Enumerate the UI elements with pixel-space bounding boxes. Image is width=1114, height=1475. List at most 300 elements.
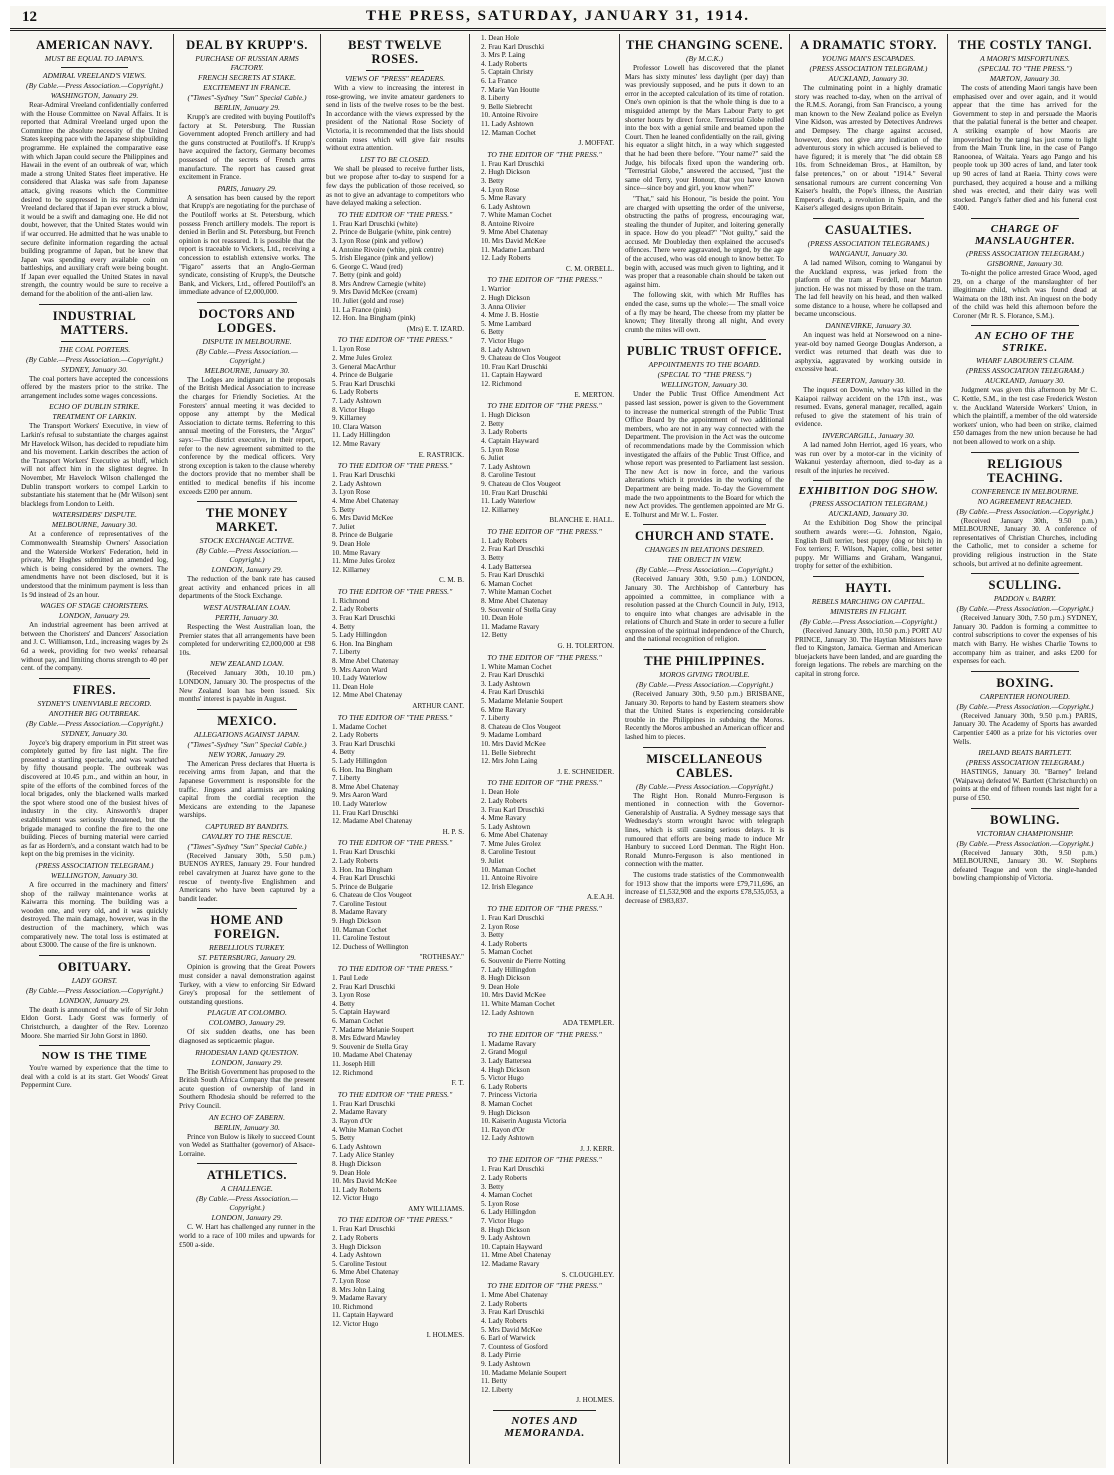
list-item: 5. Betty [332,1134,355,1143]
dateline: LONDON, January 29. [211,565,283,575]
list-item: 4. Betty [332,622,355,631]
headline: MISCELLANEOUS CABLES. [646,751,763,780]
article-body: The inquest on Downie, who was killed in the Kaiapoi railway accident on the 17th inst., was resumed. Evans, general manager, recalled, again refused to give the statement of his train of evidence. [795,386,942,429]
rose-list [475,285,614,388]
letter-heading: TO THE EDITOR OF "THE PRESS." [487,149,602,159]
cable-credit: (PRESS ASSOCIATION TELEGRAM.) [35,861,154,870]
signature: S. CLOUGHLEY. [561,1270,614,1279]
rose-list [475,1291,614,1394]
cable-credit: (By Cable.—Press Association.—Copyright.) [956,838,1094,848]
dateline: BERLIN, January 30. [214,1122,280,1132]
subheading: PLAGUE AT COLOMBO. [207,1008,287,1018]
list-item: 9. Mrs Aaron Ward [332,791,388,800]
list-item: 6. Hon. Ina Bingham [332,765,393,774]
subheading: REBELS MARCHING ON CAPITAL. [811,596,926,606]
subheading: WEST AUSTRALIAN LOAN. [203,602,291,612]
list-item: 7. Marie Van Houtte [481,85,540,94]
list-item: 11. Rayon d'Or [481,1125,525,1134]
list-item: 10. Kaiserin Augusta Victoria [481,1117,567,1126]
list-item: 11. Lady Roberts [332,1185,382,1194]
divider [971,573,1079,574]
list-item: 1. Frau Karl Druschki [332,1099,396,1108]
list-item: 8. Mme Abel Chatenay [332,657,399,666]
list-item: 4. Mme Abel Chatenay [332,496,399,505]
list-item: 8. Maman Cochet [481,1099,533,1108]
list-item: 1. Frau Karl Druschki [481,1165,545,1174]
headline: AN ECHO OF THE STRIKE. [975,330,1075,355]
column-4 [470,34,620,1464]
list-item: 5. Mme Lambard [481,319,532,328]
list-item: 1. Madame Ravary [481,1039,536,1048]
dateline: MELBOURNE, January 30. [204,365,290,375]
letter-heading: TO THE EDITOR OF "THE PRESS." [337,838,453,848]
list-item: 5. Lyon Rose [481,445,520,454]
subheading: ALLEGATIONS AGAINST JAPAN. [194,729,300,739]
signature: ADA TEMPLER. [562,1019,614,1028]
dateline: MARTON, January 30. [989,74,1061,83]
dateline: AUCKLAND, January 30. [828,74,909,83]
subheading: LADY GORST. [71,975,118,985]
list-item: 6. Betty [481,328,504,337]
signature: BLANCHE E. HALL. [549,516,614,525]
cable-credit: ("Times"-Sydney "Sun" Special Cable.) [187,93,307,102]
list-item: 12. Lady Roberts [481,254,531,263]
list-item: 2. Lady Roberts [332,605,379,614]
article-body: Professor Lowell has discovered that the planet Mars has sixty minutes' less daylight (per day) than was previously supposed, and he puts it down to an error in the accepted calculation of its time of rotation. One's own opinion is that the whole thing is due to a misguided attempt by the Mars Labour Party to get shorter hours by direct force. Terrestrial Globe rolled into the box with a genial smile and beamed upon the Court. Then he leaned confidentially on the rail, giving his equator a slight hitch, in a way which suggested that he had been there before. "Your name?" said the Judge, his bifocals fixed upon the wandering orb. "Terrestrial Globe," answered the accused, "just the same old Terry, your Honour, that you have known since—since boy and girl, you know when?" [625,64,784,193]
article-body: (Received January 30th, 9.50 p.m.) PARIS, January 30. The Academy of Sports has awarded Carpentier £400 as a prize for his victories over Wells. [953,711,1097,746]
list-item: 1. Warrior [481,285,511,294]
list-item: 4. Lady Battersea [481,562,532,571]
list-item: 4. Frau Karl Druschki [332,874,396,883]
list-item: 5. Captain Christy [481,68,534,77]
subheading: PADDON v. BARRY. [993,594,1057,604]
list-item: 12. Duchess of Wellington [332,942,409,951]
dateline: LONDON, January 29. [59,611,130,621]
headline: INDUSTRIAL MATTERS. [52,308,137,337]
list-item: 5. Frau Karl Druschki [481,571,545,580]
letter-heading: TO THE EDITOR OF "THE PRESS." [337,712,453,722]
rose-list [475,663,614,766]
subheading: PURCHASE OF RUSSIAN ARMS FACTORY. [195,54,299,72]
article-body: With a view to increasing the interest in rose-growing, we invite amateur gardeners to send in lists of the twelve roses to be the best. In accordance with the views expressed by the president of the National Rose Society of Victoria, it is recommended that the lists should contain roses which will give fair results without extra attention. [326,84,464,153]
list-item: 8. Chateau de Clos Vougeot [481,722,561,731]
list-item: 9. Dean Hole [481,982,520,991]
article-body: Joyce's big drapery emporium in Pitt street was completely gutted by fire last night. The fire presented a startling spectacle, and was watched by fifty thousand people. The outbreak was discovered at 10.45 p.m., and within an hour, in spite of the efforts of the combined forces of the local brigades, only the blackened walls marked the spot where stood one of the busiest hives of industry in the city. Ainsworth's draper establishment was seriously threatened, but the brigade managed to confine the fire to the one building. Pieces of burning material were carried as far as Hordern's, and a constant watch had to be kept on the big premises in the vicinity. [21,738,168,859]
subheading: FRENCH SECRETS AT STAKE. [197,73,297,82]
list-item: 9. Chateau de Clos Vougeot [481,354,561,363]
list-item: 4. Betty [332,999,355,1008]
byline: (By M.C.K.) [685,54,724,63]
list-item: 4. Lady Roberts [481,1316,528,1325]
article-body: The Right Hon. Ronald Munro-Ferguson is mentioned in connection with the Governor-Generalship of Australia. A Sydney message says that Wednesday's storm wrought havoc with telegraph lines, which is still causing serious delays. It is rumoured that efforts are being made to induce Mr Hanbury to succeed Lord Denman. The Right Hon. Ronald Munro-Ferguson is also mentioned in connection with the matter. [625,791,784,869]
headline: HOME AND FOREIGN. [210,913,284,942]
list-item: 3. Hugh Dickson [332,1242,381,1251]
cable-credit: (By Cable.—Press Association.—Copyright.) [636,565,773,575]
list-item: 5. Lady Hillingdon [332,631,387,640]
letter-heading: TO THE EDITOR OF "THE PRESS." [487,904,602,914]
subheading: CONFERENCE IN MELBOURNE. [971,486,1079,496]
divider [39,678,150,679]
article-body: You're warned by experience that the time to deal with a cold is at its start. Get Woods' Great Peppermint Cure. [21,1064,168,1090]
subheading: TREATMENT OF LARKIN. [52,412,137,422]
list-item: 2. Betty [481,419,504,428]
article-body: The customs trade statistics of the Commonwealth for 1913 show that the imports were £79,711,696, an increase of £1,532,908 and the exports £78,535,053, a decrease of £983,837. [625,870,784,905]
list-item: 3. General MacArthur [332,362,396,371]
subheading: EXCITEMENT IN FRANCE. [203,83,291,92]
cable-credit: (By Cable.—Press Association.—Copyright.) [956,701,1094,711]
list-item: 8. Victor Hugo [332,405,375,414]
signature: ARTHUR CANT. [412,702,464,710]
cable-credit: (PRESS ASSOCIATION TELEGRAM.) [966,248,1084,258]
rose-list [475,34,614,137]
list-item: 11. Mme Abel Chatenay [481,1251,551,1260]
list-item: 3. Lyon Rose (pink and yellow) [332,236,424,245]
headline: NOW IS THE TIME [41,1050,148,1063]
list-item: 3. Betty [481,1182,504,1191]
subheading: MOROS GIVING TROUBLE. [659,670,750,680]
column-3 [321,34,470,1464]
list-item: 10. Lady Waterlow [332,799,387,808]
cable-credit: (By Cable.—Press Association.—Copyright.) [196,546,298,565]
list-item: 6. La France [481,76,518,85]
list-item: 12. Killarney [481,505,519,514]
article-body: The American Press declares that Huerta is receiving arms from Japan, and that the Japanese Government is responsible for the traffic. Jingoes and alarmists are making capital from the cordial reception the Mexicans are extending to the Japanese warships. [179,759,315,820]
letter-heading: TO THE EDITOR OF "THE PRESS." [487,275,602,285]
list-item: 9. Belle Siebrecht [481,102,533,111]
subheading: THE COAL PORTERS. [58,344,131,354]
list-item: 3. Rayon d'Or [332,1116,373,1125]
list-item: 1. Mme Abel Chatenay [481,1291,548,1300]
list-item: 12. Liberty [481,1385,513,1394]
article-body: The Lodges are indignant at the proposals of the British Medical Association to increase the charges for Friendly Societies. At the Foresters' annual meeting it was decided to oppose any attempt by the Medical Association to dictate terms. Referring to this annual meeting of the Foresters, the "Argus" says:—The district executive, in their report, refer to the new agreement submitted to the conference by the medical officers. Very strong exception is taken to the clause whereby the doctors provide that no member shall be entitled to medical benefits if his income exceeds £200 per annum. [179,375,315,496]
list-item: 5. Irish Elegance (pink and yellow) [332,254,434,263]
list-item: 10. Mrs David McKee [481,991,546,1000]
cable-credit: (By Cable.—Press Association.—Copyright.) [26,985,163,995]
list-item: 10. Dean Hole [481,614,523,623]
dateline: WELLINGTON, January 30. [660,380,749,390]
list-item: 12. Lady Ashtown [481,1008,534,1017]
article-body: The Transport Workers' Executive, in view of Larkin's refusal to substantiate the charges against Mr Havelock Wilson, has decided to repudiate him and his movement. Larkin describes the action of the Transport Workers' Executive as bluff, which will not affect him in the slightest degree. In November, Mr Havelock Wilson challenged the Dublin transport workers to compel Larkin to substantiate his statement that he (Mr Wilson) sent blacklegs from London to Leith. [21,422,168,508]
list-item: 9. Madame Ravary [332,1294,387,1303]
article-body: An industrial agreement has been arrived at between the Choristers' and Dancers' Association and J. C. Williamson, Ltd., increasing wages by 2s 6d a week, providing for two weeks' rehearsal without pay, and limiting chorus strength to 40 per cent. of the company. [21,621,168,673]
divider [971,218,1079,219]
subheading: APPOINTMENTS TO THE BOARD. [648,360,761,370]
list-item: 2. Lady Roberts [481,1174,528,1183]
letter-heading: TO THE EDITOR OF "THE PRESS." [337,1089,453,1099]
dateline: SYDNEY, January 30. [61,728,128,738]
list-item: 11. Belle Siebrecht [481,748,536,757]
list-item: 4. Betty [332,748,355,757]
list-item: 12. Betty [481,631,508,640]
list-item: 3. Frau Karl Druschki [332,614,396,623]
article-body: Opinion is growing that the Great Powers must consider a naval demonstration against Turkey, with a view to enforcing Sir Edward Grey's proposal for the settlement of outstanding questions. [179,963,315,1006]
list-item: 4. Maman Cochet [481,1191,533,1200]
list-item: 1. Frau Karl Druschki (white) [332,219,418,228]
letter-heading: TO THE EDITOR OF "THE PRESS." [487,1029,602,1039]
headline: BOXING. [996,675,1054,690]
letter-heading: TO THE EDITOR OF "THE PRESS." [337,209,453,219]
list-item: 12. Madame Abel Chatenay [332,817,413,826]
letter-heading: TO THE EDITOR OF "THE PRESS." [487,652,602,662]
list-item: 9. Killarney [332,414,367,423]
cable-credit: (By Cable.—Press Association.—Copyright.) [636,781,773,791]
list-item: 10. Mrs David McKee [481,237,546,246]
list-item: 8. Mme Abel Chatenay [332,782,399,791]
dateline: AUCKLAND, January 30. [828,509,909,519]
list-item: 6. Lady Hillingdon [481,1208,536,1217]
cable-credit: (PRESS ASSOCIATION TELEGRAM.) [809,499,928,509]
list-item: 1. Frau Karl Druschki [332,848,396,857]
subheading: RHODESIAN LAND QUESTION. [195,1047,299,1057]
list-item: 11. Dean Hole [332,682,374,691]
list-item: 11. Lady Ashtown [481,119,534,128]
article-body: An inquest was held at Norsewood on a nine-year-old boy named George Douglas Anderson, a verdict was returned that death was due to asphyxia, aggravated by working outside in excessive heat. [795,331,942,374]
list-item: 5. Captain Hayward [332,1008,390,1017]
list-item: 10. Mrs David McKee [332,1177,397,1186]
dateline: GISBORNE, January 30. [986,258,1064,268]
list-item: 8. Hugh Dickson [481,1225,530,1234]
list-item: 7. Princess Victoria [481,1091,537,1100]
dateline: LONDON, January 29. [59,995,130,1005]
list-item: 12. Victor Hugo [332,1194,379,1203]
list-item: 7. Lady Alice Stanley [332,1151,395,1160]
rose-list [475,160,614,263]
subheading: CAVALRY TO THE RESCUE. [201,831,293,841]
list-item: 3. Lady Battersea [481,1056,532,1065]
list-item: 12. Richmond [332,1068,373,1077]
signature: C. M. ORBELL. [565,264,614,273]
article-body: HASTINGS, January 30. "Barney" Ireland (Waipawa) defeated W. Bartlett (Christchurch) on points at the end of fifteen rounds last night for a purse of £50. [953,768,1097,802]
list-item: 12. Maman Cochet [481,128,536,137]
letter-heading: TO THE EDITOR OF "THE PRESS." [337,586,453,596]
list-item: 2. Madame Ravary [332,1108,387,1117]
list-item: 2. Frau Karl Druschki [332,982,396,991]
cable-credit: (By Cable.—Press Association.—Copyright.) [196,346,298,365]
rose-list [326,471,464,574]
list-item: 4. Antoine Rivoire (white, pink centre) [332,245,444,254]
list-item: 1. Richmond [332,596,370,605]
divider [643,747,766,748]
signature: G. H. TOLERTON. [557,642,614,650]
article-body: Judgment was given this afternoon by Mr C. C. Kettle, S.M., in the test case Frederick Weston v. the Auckland Waterside Workers' Union, in which the plaintiff, a member of the old waterside workers' union, who had been on strike, claimed £50 damages from the new union because he had not been allowed to work on a ship. [953,386,1097,447]
signature: E. RASTRICK. [418,450,464,459]
headline: A DRAMATIC STORY. [800,38,937,52]
list-item: 8. Hugh Dickson [332,1159,381,1168]
list-item: 12. Madame Ravary [481,1260,540,1268]
cable-credit: (By Cable.—Press Association.—Copyright.) [26,354,163,364]
list-item: 7. Victor Hugo [481,337,524,345]
list-item: 2. Grand Mogul [481,1048,528,1057]
headline: CASUALTIES. [824,222,913,237]
list-item: 10. Frau Karl Druschki [481,488,548,497]
column-6 [790,34,948,1464]
signature: AMY WILLIAMS. [408,1204,464,1213]
subheading: ECHO OF DUBLIN STRIKE. [49,402,140,412]
article-body: (Received January 30th, 9.50 p.m.) LONDON, January 30. The Archbishop of Canterbury has appointed a committee, in compliance with a resolution passed at the Church Council in July, 1913, to enquire into what changes are advisable in the relations of Church and State in order to secure a fuller expression of the spiritual independence of the Church, and the national recognition of religion. [625,575,784,644]
list-item: 1. Madame Cochet [332,722,387,731]
rose-list [326,848,464,951]
subheading: STOCK EXCHANGE ACTIVE. [199,536,295,546]
list-item: 8. Madame Ravary [332,908,387,917]
list-item: 11. Antoine Rivoire [481,874,538,883]
letter-heading: TO THE EDITOR OF "THE PRESS." [487,1281,602,1291]
list-item: 9. Dean Hole [332,1168,371,1177]
article-body: (Received January 30th, 10.50 p.m.) PORT AU PRINCE, January 30. The Haytian Ministers have fled to Kingston, Jamaica. German and American bluejackets have been landed, and are guarding the foreign legations. The rebels are marching on the capital in strong force. [795,626,942,678]
article-body: (Received January 30th, 9.50 p.m.) MELBOURNE, January 30. A conference of representatives of Christian Churches, including the Catholic, met to consider a scheme for providing religious instruction in the State schools, but arrived at no definite agreement. [953,516,1097,568]
cable-credit: (By Cable.—Press Association.—Copyright.) [800,616,937,626]
divider [61,67,128,68]
divider [61,341,128,342]
list-item: 11. Captain Hayward [332,1311,394,1320]
dateline: NEW YORK, January 29. [208,749,286,759]
cable-credit: (SPECIAL TO "THE PRESS.") [978,64,1072,73]
list-item: 7. Lady Ashtown [332,397,382,405]
dateline: MELBOURNE, January 30. [51,520,138,530]
headline: RELIGIOUS TEACHING. [987,456,1063,485]
dateline: WASHINGTON, January 29. [50,91,139,100]
list-item: 11. Captain Hayward [481,371,543,380]
article-body: (Received January 30th, 9.50 p.m.) BRISBANE, January 30. Reports to hand by Eastern steamers show that the United States is experiencing considerable trouble in the Philippines in subduing the Moros. Recently the Moros ambushed an American officer and lashed him to pieces. [625,690,784,742]
list-item: 4. Lyon Rose [481,185,520,194]
list-item: 3. Frau Karl Druschki [481,805,545,814]
subheading: NEW ZEALAND LOAN. [209,659,285,669]
rose-list [326,220,464,323]
subheading: WAGES OF STAGE CHORISTERS. [40,601,149,611]
cable-credit: (By Cable.—Press Association.—Copyright.) [636,680,773,690]
dateline: DANNEVIRKE, January 30. [825,321,912,331]
article-body: Under the Public Trust Office Amendment Act passed last session, power is given to the Government to increase the numerical strength of the Public Trust Office Board by the appointment of two additional members, who are not in any way connected with the Department. The provision in the Act was the outcome of recommendations made by the Commission which investigated the affairs of the Public Trust Office, and whose report was presented to Parliament last session. The new Act is now in force, and the various alterations which it provides in the working of the Department are being made. To-day the Government made the two appointments to the Board for which the new Act provides. The gentlemen appointed are Mr G. E. Tolhurst and Mr W. L. Foster. [625,390,784,519]
signature: "ROTHESAY." [419,953,464,962]
list-item: 6. Maman Cochet [481,579,533,588]
signature: A.E.A.H. [586,893,614,902]
signature: J. J. KERR. [580,1144,614,1153]
divider [643,649,766,650]
list-item: 8. Liberty [481,94,510,103]
headline: THE PHILIPPINES. [644,654,765,669]
list-item: 11. Lady Hillingdon [332,431,391,440]
rose-list [326,1100,464,1203]
divider [493,1410,596,1411]
list-item: 2. Frau Karl Druschki [481,42,545,51]
list-item: 6. Mrs David McKee [332,514,394,523]
list-item: 5. Maman Cochet [481,948,533,957]
headline: CHARGE OF MANSLAUGHTER. [974,222,1076,247]
signature: F. T. [451,1079,464,1088]
list-item: 11. Lady Waterlow [481,497,536,506]
list-item: 2. Lady Roberts [332,856,379,865]
article-body: The coal porters have accepted the concessions offered by the masters prior to the strike. The arrangement includes some wages concessions. [21,374,168,400]
list-item: 7. Countess of Gosford [481,1342,548,1351]
divider [643,339,766,340]
list-item: 10. Captain Hayward [481,1242,543,1251]
headline: THE MONEY MARKET. [206,506,288,535]
article-body: A sensation has been caused by the report that Krupp's are negotiating for the purchase of the Poutiloff works at St. Petersburg, which possess French artillery models. The report is denied in Berlin and St. Petersburg, but French opinion is not reassured. It is possible that the report is traceable to Vickers, Ltd., receiving a concession to establish extensive works. The "Figaro" asserts that an Anglo-German syndicate, consisting of Krupp's, the Deutsche Bank, and Vickers, Ltd., offered Poutiloff's an immediate advance of £2,000,000. [179,193,315,297]
list-item: 8. Hugh Dickson [481,974,530,983]
list-item: 8. Prince de Bulgarie [332,531,393,540]
list-item: 3. Lady Ashtown [481,679,531,688]
letter-heading: TO THE EDITOR OF "THE PRESS." [337,1215,453,1225]
article-body: A lad named John Herriot, aged 16 years, who was run over by a motor-car in the vicinity of Wakanui yesterday afternoon, died to-day as a result of the injuries he received. [795,441,942,475]
list-item: 1. Hugh Dickson [481,411,530,420]
subheading: REBELLIOUS TURKEY. [209,943,285,953]
dateline: WELLINGTON, January 30. [50,871,139,880]
headline: DOCTORS AND LODGES. [198,306,296,335]
signature: E. MERTON. [574,390,614,399]
divider [197,1163,297,1164]
list-item: 5. Victor Hugo [481,1074,524,1083]
subheading: YOUNG MAN'S ESCAPADES. [821,54,916,63]
list-item: 2. Prince de Bulgarie (white, pink centre) [332,228,451,237]
headline: CHURCH AND STATE. [635,529,774,544]
signature: C. M. B. [439,576,464,585]
list-item: 6. Chateau de Clos Vougeot [332,891,412,900]
list-item: 9. Lady Ashtown [481,1359,531,1368]
article-body: Respecting the West Australian loan, the Premier states that all arrangements have been completed for underwriting £2,000,000 at £98 10s. [179,622,315,657]
list-item: 9. Lady Ashtown [481,1234,531,1243]
subheading: A CHALLENGE. [221,1184,273,1194]
list-item: 7. Caroline Testout [332,899,387,908]
list-item: 12. Hon. Ina Bingham (pink) [332,314,416,323]
list-item: 1. Frau Karl Druschki [481,159,545,168]
cable-credit: ("Times"-Sydney "Sun" Special Cable.) [187,739,307,749]
column-1 [16,34,174,1464]
list-item: 11. La France (pink) [332,305,391,314]
signature: J. HOLMES. [576,1396,614,1405]
list-item: 2. Hugh Dickson [481,168,530,177]
subheading: A MAORI'S MISFORTUNES. [980,54,1070,63]
article-body: At a conference of representatives of the Commonwealth Steamship Owners' Association and the Waterside Workers' Federation, held in private, Mr Hughes submitted an amended log, which is being considered by the owners. The amendments have not been disclosed, but it is understood that the minimum payment is less than 1s 9d instead of 2s an hour. [21,530,168,599]
list-item: 5. Caroline Testout [332,1259,387,1268]
headline: PUBLIC TRUST OFFICE. [626,344,783,359]
dateline: PERTH, January 30. [215,612,279,622]
article-body: Prince von Bulow is likely to succeed Count von Wedel as Statthalter (governor) of Alsace-Lorraine. [179,1132,315,1158]
list-item: 2. Lady Roberts [332,1234,379,1243]
list-item: 9. Souvenir de Stella Gray [332,1042,409,1051]
list-item: 1. Paul Lede [332,974,369,983]
list-item: 5. Betty [332,505,355,514]
list-item: 7. Liberty [332,774,361,783]
list-item: 4. Frau Karl Druschki [481,688,545,697]
dateline: COLOMBO, January 29. [208,1018,286,1028]
divider [971,808,1079,809]
subheading: THE OBJECT IN VIEW. [667,555,742,565]
subheading: SYDNEY'S UNENVIABLE RECORD. [37,698,152,708]
list-item: 1. Frau Karl Druschki [481,914,545,923]
list-item: 11. Caroline Testout [332,934,390,943]
headline: BEST TWELVE ROSES. [348,38,442,66]
subheading: AN ECHO OF ZABERN. [209,1112,285,1122]
subheading: NO AGREEMENT REACHED. [977,496,1073,506]
article-body: We shall be pleased to receive further lists, but we propose after to-day to suspend for a few days the publication of those received, so as not to give an advantage to competitors who have delayed making a selection. [326,164,464,208]
rose-list [326,974,464,1077]
cable-credit: (By Cable.—Press Association.—Copyright.) [956,506,1094,516]
columns [16,34,1102,1464]
list-item: 4. Prince de Bulgarie [332,371,393,380]
article-body: The British Government has proposed to the British South Africa Company that the present acute question of ownership of land in Southern Rhodesia should be referred to the Privy Council. [179,1067,315,1110]
divider [971,325,1079,326]
signature: I. HOLMES. [426,1330,464,1339]
dateline: INVERCARGILL, January 30. [822,431,915,440]
headline: THE CHANGING SCENE. [625,38,784,52]
divider [39,1045,150,1046]
list-item: 3. Lyon Rose [332,488,371,497]
divider [39,304,150,305]
list-item: 3. Frau Karl Druschki [332,739,396,748]
list-item: 1. Lady Roberts [481,536,528,545]
list-item: 11. Mme Jules Grolez [332,557,396,566]
list-item: 1. Frau Karl Druschki [332,1225,396,1234]
list-item: 4. Lady Roberts [481,59,528,68]
